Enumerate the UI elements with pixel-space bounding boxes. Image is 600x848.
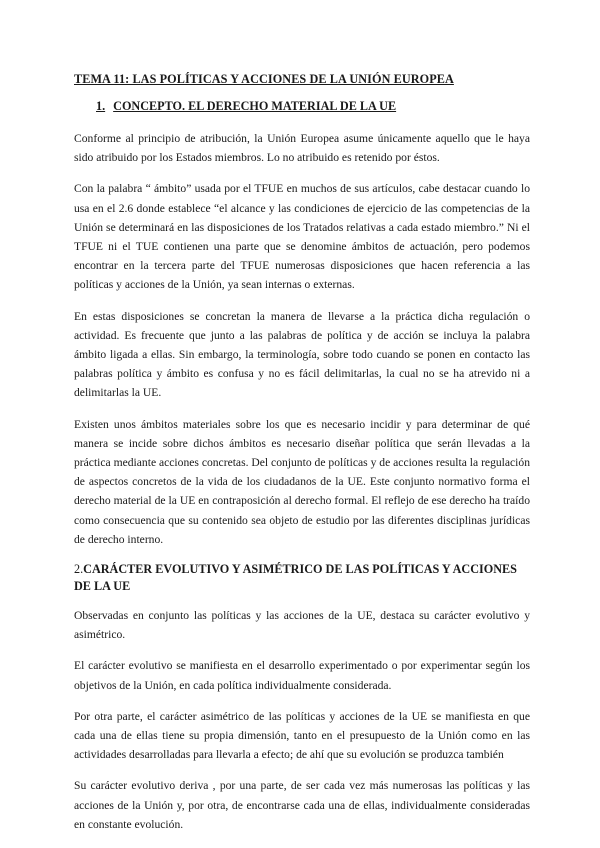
paragraph: Observadas en conjunto las políticas y las acciones de la UE, destaca su carácter evolutivo y asimétrico. [74,609,530,642]
paragraph: Su carácter evolutivo deriva , por una parte, de ser cada vez más numerosas las políticas y las acciones de la Unión y, por otra, de encontrarse cada una de ellas, individualmente consideradas en constante evolución. [74,779,530,831]
document-title: TEMA 11: LAS POLÍTICAS Y ACCIONES DE LA UNIÓN EUROPEA [74,72,454,86]
paragraph: El carácter evolutivo se manifiesta en el desarrollo experimentado o por experimentar según los objetivos de la Unión, en cada política individualmente considerada. [74,659,530,692]
document-page [74,72,530,846]
section-2-number: 2. [74,562,84,577]
paragraph: En estas disposiciones se concretan la manera de llevarse a la práctica dicha regulación o actividad. Es frecuente que junto a las palabras de política y de acción se incluya la palabra ámbito ligada a ellas. Sin embargo, la terminología, sobre todo cuando se ponen en contacto las palabras política y ámbito es confusa y no es fácil delimitarlas, la cual no se ha atrevido ni a delimitarlas la UE. [74,309,530,400]
section-1-heading [96,99,530,114]
paragraph: Con la palabra “ ámbito” usada por el TFUE en muchos de sus artículos, cabe destacar cuando lo usa en el 2.6 donde establece “el alcance y las condiciones de ejercicio de las competencias de la Unión se determinará en las disposiciones de los Tratados relativas a cada estado miembro.” Ni el TFUE ni el TUE contienen una parte que se denomine ámbitos de actuación, pero podemos encontrar en la tercera parte del TFUE numerosas disposiciones que hacen referencia a las políticas y acciones de la Unión, ya sean internas o externas. [74,182,530,292]
paragraph: Existen unos ámbitos materiales sobre los que es necesario incidir y para determinar de qué manera se incide sobre dichos ámbitos es necesario diseñar política que serán llevadas a la práctica mediante acciones concretas. Del conjunto de políticas y de acciones resulta la regulación de aspectos concretos de la vida de los ciudadanos de la UE. Este conjunto normativo forma el derecho material de la UE en contraposición al derecho formal. El reflejo de ese derecho ha traído como consecuencia que su contenido sea objeto de estudio por las diferentes disciplinas jurídicas de derecho interno. [74,417,530,546]
paragraph: Por otra parte, el carácter asimétrico de las políticas y acciones de la UE se manifiesta en que cada una de ellas tiene su propia dimensión, tanto en el presupuesto de la Unión como en las actividades desarrolladas para llevarla a efecto; de ahí que su evolución se produzca también [74,709,530,762]
section-2-title: CARÁCTER EVOLUTIVO Y ASIMÉTRICO DE LAS POLÍTICAS Y ACCIONES DE LA UE [74,562,517,594]
paragraph: Conforme al principio de atribución, la Unión Europea asume únicamente aquello que le haya sido atribuido por los Estados miembros. Lo no atribuido es retenido por éstos. [74,132,530,165]
section-1-title: CONCEPTO. EL DERECHO MATERIAL DE LA UE [113,99,397,113]
section-2-heading [74,561,530,595]
section-1-number: 1. [96,99,106,113]
